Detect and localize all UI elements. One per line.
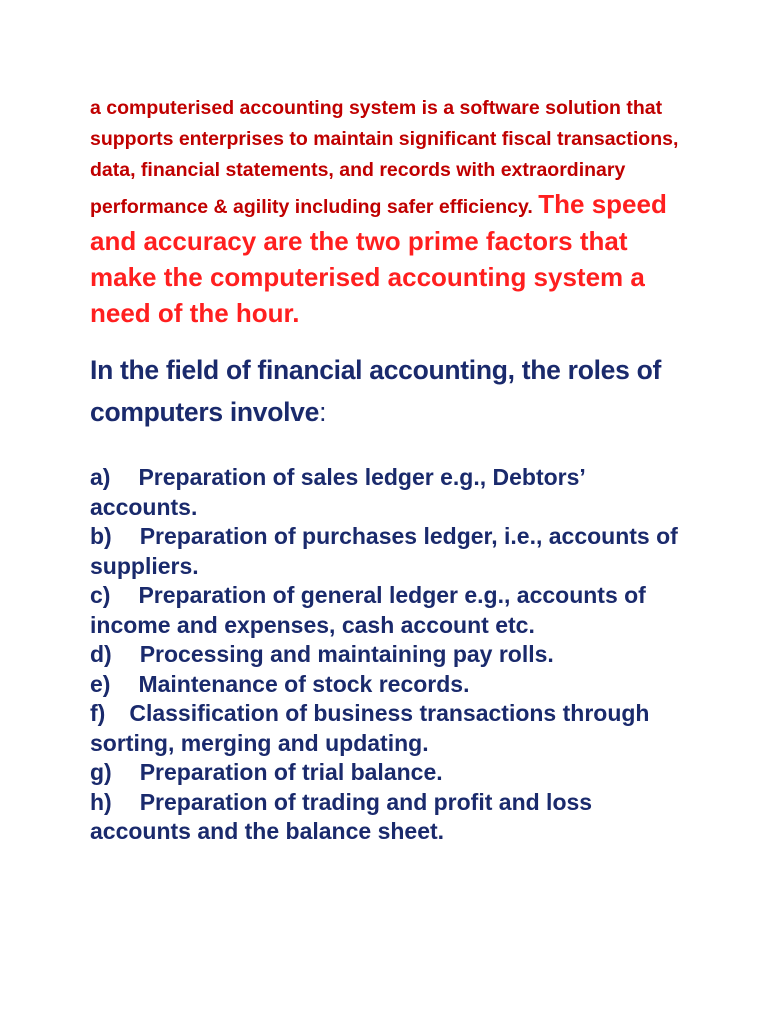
list-item-text: Classification of business transactions through sorting, merging and updating.	[90, 700, 650, 756]
list-item-text: Processing and maintaining pay rolls.	[139, 641, 554, 667]
list-item-marker: e)	[90, 670, 111, 697]
list-item	[90, 640, 698, 670]
list-item	[90, 788, 698, 847]
roles-list	[90, 463, 698, 847]
list-item	[90, 670, 698, 700]
list-item	[90, 522, 698, 581]
list-item-text: Preparation of general ledger e.g., accounts of income and expenses, cash account etc.	[90, 582, 646, 638]
list-item-marker: c)	[90, 582, 111, 608]
roles-heading-colon: :	[319, 397, 327, 427]
list-item	[90, 758, 698, 788]
list-item-text: Preparation of trial balance.	[139, 759, 443, 785]
list-item-text: Preparation of sales ledger e.g., Debtors’ accounts.	[90, 464, 585, 520]
list-item	[90, 699, 698, 758]
intro-emphasis-text: The speed and accuracy are the two prime factors that make the computerised accounting system a need of the hour.	[90, 189, 667, 328]
list-item-marker: a)	[90, 464, 111, 490]
list-item-marker: h)	[90, 788, 112, 815]
list-item-marker: d)	[90, 641, 112, 667]
list-item-text: Preparation of purchases ledger, i.e., accounts of suppliers.	[90, 523, 678, 579]
list-item	[90, 581, 698, 640]
list-item-marker: f)	[90, 700, 106, 726]
list-item	[90, 463, 698, 522]
list-item-text: Maintenance of stock records.	[138, 670, 470, 697]
intro-definition-text: a computerised accounting system is a software solution that supports enterprises to maintain significant fiscal transactions, data, financial statements, and records with extraordinary performance & agility including safer efficiency.	[90, 97, 679, 218]
intro-paragraph	[90, 93, 698, 331]
list-item-marker: b)	[90, 523, 112, 549]
list-item-text: Preparation of trading and profit and loss accounts and the balance sheet.	[90, 788, 593, 844]
list-item-marker: g)	[90, 759, 112, 785]
roles-heading	[90, 349, 698, 433]
roles-heading-text: In the field of financial accounting, the roles of computers involve	[90, 355, 661, 427]
